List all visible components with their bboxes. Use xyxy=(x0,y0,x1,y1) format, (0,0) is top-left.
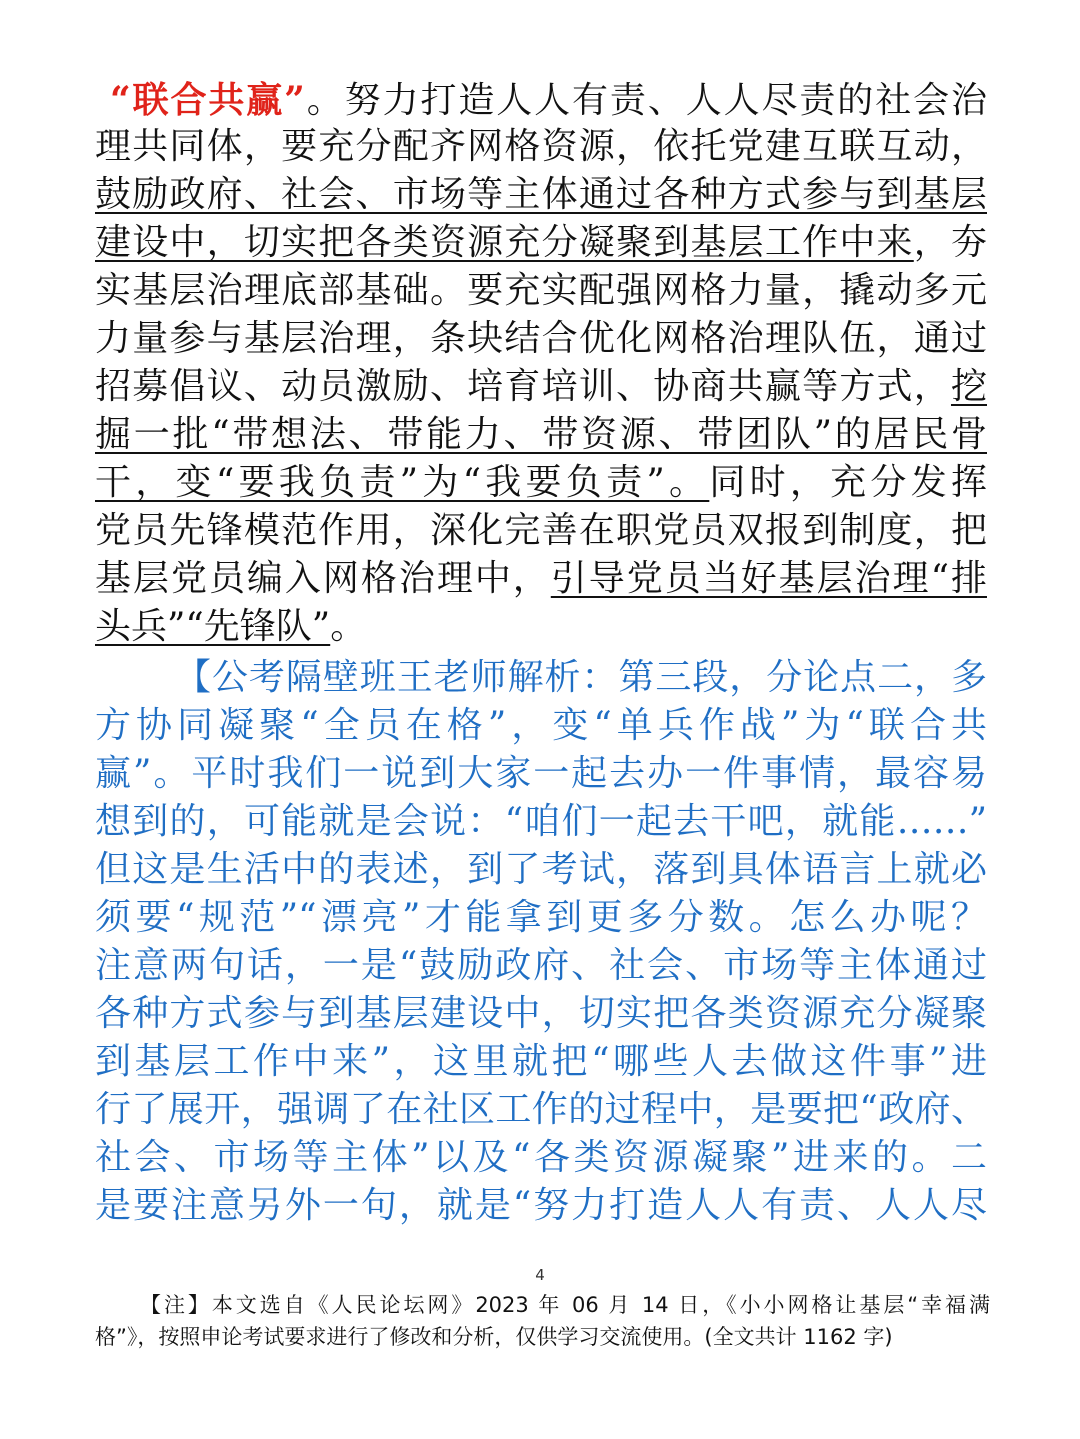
page-number: 4 xyxy=(535,1266,545,1284)
analysis-line: 注意两句话，一是“鼓励政府、社会、市场等主体通过 xyxy=(95,945,987,986)
analysis-line: 【公考隔壁班王老师解析：第三段，分论点二，多 xyxy=(175,657,987,698)
body-text: 招募倡议、动员激励、培育培训、协商共赢等方式， xyxy=(95,366,951,407)
analysis-line: 社会、市场等主体”以及“各类资源凝聚”进来的。二 xyxy=(95,1137,987,1178)
underlined-line: 掘一批“带想法、带能力、带资源、带团队”的居民骨 xyxy=(95,414,987,455)
analysis-line: 须要“规范”“漂亮”才能拿到更多分数。怎么办呢？ xyxy=(95,897,987,938)
body-text: 同时，充分发挥 xyxy=(709,462,987,503)
underlined-text: 建设中，切实把各类资源充分凝聚到基层工作中来 xyxy=(95,222,914,263)
analysis-line: 但这是生活中的表述，到了考试，落到具体语言上就必 xyxy=(95,849,987,890)
analysis-line: 是要注意另外一句，就是“努力打造人人有责、人人尽 xyxy=(95,1185,987,1226)
underlined-line: 鼓励政府、社会、市场等主体通过各种方式参与到基层 xyxy=(95,174,987,215)
underlined-text: 引导党员当好基层治理“排 xyxy=(550,558,987,599)
body-text: ，夯 xyxy=(913,222,987,263)
body-line xyxy=(95,459,987,509)
body-line xyxy=(95,363,987,413)
body-line xyxy=(110,76,987,126)
body-line xyxy=(95,219,987,269)
analysis-line: 赢”。平时我们一说到大家一起去办一件事情，最容易 xyxy=(95,753,987,794)
body-text: 。努力打造人人有责、人人尽责的社会治 xyxy=(304,80,987,121)
body-text: 。 xyxy=(330,606,367,647)
underlined-text: 挖 xyxy=(950,366,987,407)
underlined-text: 干，变“要我负责”为“我要负责”。 xyxy=(95,462,710,503)
body-line: 力量参与基层治理，条块结合优化网格治理队伍，通过 xyxy=(95,318,987,359)
body-line: 实基层治理底部基础。要充实配强网格力量，撬动多元 xyxy=(95,270,987,311)
body-line xyxy=(95,603,987,653)
body-line: 理共同体，要充分配齐网格资源，依托党建互联互动， xyxy=(95,126,987,167)
analysis-line: 到基层工作中来”，这里就把“哪些人去做这件事”进 xyxy=(95,1041,987,1082)
analysis-line: 想到的，可能就是会说：“咱们一起去干吧，就能……” xyxy=(95,801,987,842)
body-line: 党员先锋模范作用，深化完善在职党员双报到制度，把 xyxy=(95,510,987,551)
analysis-line: 方协同凝聚“全员在格”，变“单兵作战”为“联合共 xyxy=(95,705,987,746)
highlight-quote: “联合共赢” xyxy=(110,79,305,121)
analysis-line: 行了展开，强调了在社区工作的过程中，是要把“政府、 xyxy=(95,1089,987,1130)
footnote-line: 【注】本文选自《人民论坛网》2023 年 06 月 14 日，《小小网格让基层“幸福满 xyxy=(140,1293,990,1317)
body-text: 基层党员编入网格治理中， xyxy=(95,558,551,599)
footnote-line: 格”》，按照申论考试要求进行了修改和分析，仅供学习交流使用。(全文共计 1162 字) xyxy=(95,1325,893,1349)
analysis-line: 各种方式参与到基层建设中，切实把各类资源充分凝聚 xyxy=(95,993,987,1034)
underlined-text: 头兵”“先锋队” xyxy=(95,606,331,647)
body-line xyxy=(95,555,987,605)
